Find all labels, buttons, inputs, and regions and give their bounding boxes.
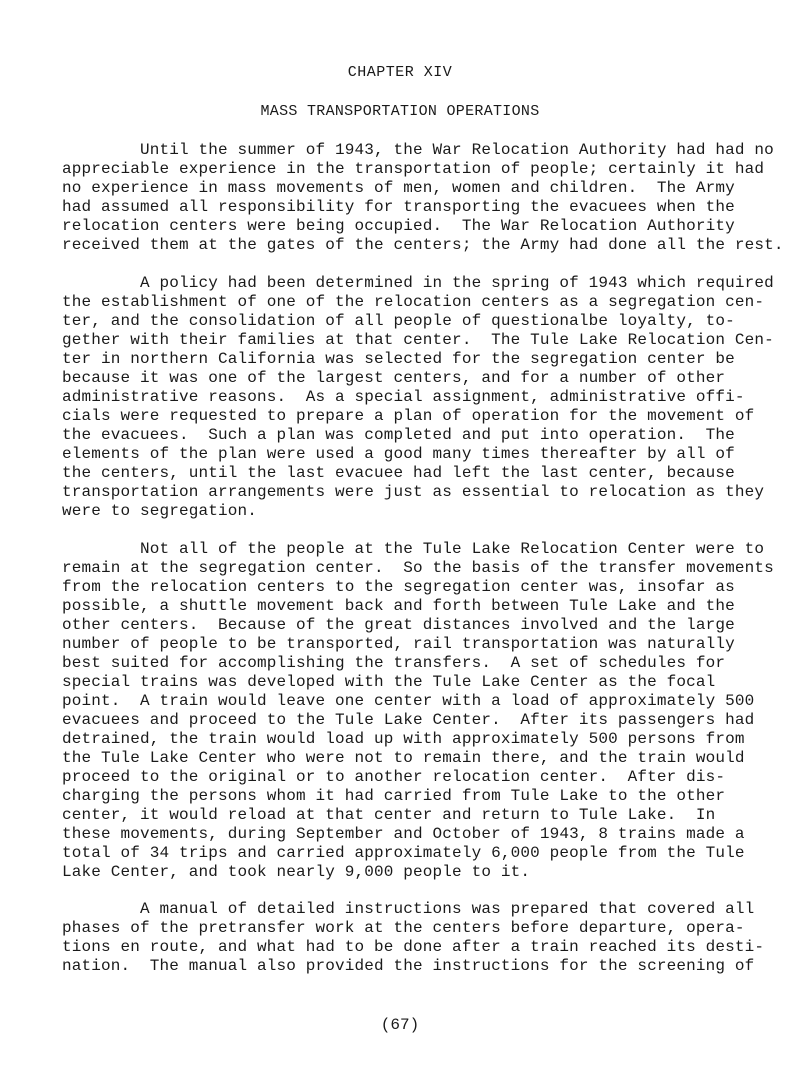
text-line: total of 34 trips and carried approximately 6,000 people from the Tule bbox=[62, 844, 745, 862]
text-line: the centers, until the last evacuee had left the last center, because bbox=[62, 464, 735, 482]
text-line: Lake Center, and took nearly 9,000 people to it. bbox=[62, 863, 531, 881]
text-line: point. A train would leave one center with a load of approximately 500 bbox=[62, 692, 755, 710]
text-line: nation. The manual also provided the instructions for the screening of bbox=[62, 957, 755, 975]
text-line: Not all of the people at the Tule Lake Relocation Center were to bbox=[62, 540, 765, 558]
text-line: phases of the pretransfer work at the centers before departure, opera- bbox=[62, 919, 745, 937]
text-line: cials were requested to prepare a plan of operation for the movement of bbox=[62, 407, 755, 425]
text-line: transportation arrangements were just as essential to relocation as they bbox=[62, 483, 765, 501]
paragraph-1 bbox=[62, 141, 784, 255]
text-line: gether with their families at that center. The Tule Lake Relocation Cen- bbox=[62, 331, 774, 349]
chapter-heading: CHAPTER XIV bbox=[347, 64, 453, 81]
text-line: best suited for accomplishing the transfers. A set of schedules for bbox=[62, 654, 726, 672]
text-line: center, it would reload at that center and return to Tule Lake. In bbox=[62, 806, 716, 824]
text-line: A manual of detailed instructions was prepared that covered all bbox=[62, 900, 755, 918]
text-line: administrative reasons. As a special assignment, administrative offi- bbox=[62, 388, 745, 406]
text-line: evacuees and proceed to the Tule Lake Center. After its passengers had bbox=[62, 711, 755, 729]
text-line: received them at the gates of the centers; the Army had done all the rest. bbox=[62, 236, 784, 254]
text-line: elements of the plan were used a good many times thereafter by all of bbox=[62, 445, 735, 463]
text-line: the evacuees. Such a plan was completed and put into operation. The bbox=[62, 426, 735, 444]
text-line: possible, a shuttle movement back and forth between Tule Lake and the bbox=[62, 597, 735, 615]
paragraph-3 bbox=[62, 540, 772, 882]
paragraph-2 bbox=[62, 274, 772, 521]
text-line: no experience in mass movements of men, women and children. The Army bbox=[62, 179, 735, 197]
text-line: proceed to the original or to another relocation center. After dis- bbox=[62, 768, 726, 786]
text-line: number of people to be transported, rail transportation was naturally bbox=[62, 635, 735, 653]
text-line: Until the summer of 1943, the War Relocation Authority had had no bbox=[62, 141, 774, 159]
chapter-title: MASS TRANSPORTATION OPERATIONS bbox=[260, 103, 540, 120]
text-line: had assumed all responsibility for transporting the evacuees when the bbox=[62, 198, 735, 216]
text-line: detrained, the train would load up with approximately 500 persons from bbox=[62, 730, 745, 748]
text-line: were to segregation. bbox=[62, 502, 258, 520]
paragraph-4 bbox=[62, 900, 772, 976]
text-line: appreciable experience in the transportation of people; certainly it had bbox=[62, 160, 765, 178]
text-line: the establishment of one of the relocation centers as a segregation cen- bbox=[62, 293, 765, 311]
text-line: A policy had been determined in the spring of 1943 which required bbox=[62, 274, 774, 292]
text-line: because it was one of the largest centers, and for a number of other bbox=[62, 369, 726, 387]
text-line: remain at the segregation center. So the basis of the transfer movements bbox=[62, 559, 774, 577]
text-line: other centers. Because of the great distances involved and the large bbox=[62, 616, 735, 634]
text-line: these movements, during September and October of 1943, 8 trains made a bbox=[62, 825, 745, 843]
text-line: ter, and the consolidation of all people of questionalbe loyalty, to- bbox=[62, 312, 735, 330]
page-number: (67) bbox=[380, 1016, 420, 1034]
text-line: ter in northern California was selected for the segregation center be bbox=[62, 350, 735, 368]
text-line: tions en route, and what had to be done after a train reached its desti- bbox=[62, 938, 765, 956]
text-line: the Tule Lake Center who were not to remain there, and the train would bbox=[62, 749, 745, 767]
text-line: special trains was developed with the Tule Lake Center as the focal bbox=[62, 673, 716, 691]
text-line: from the relocation centers to the segregation center was, insofar as bbox=[62, 578, 735, 596]
text-line: relocation centers were being occupied. The War Relocation Authority bbox=[62, 217, 735, 235]
text-line: charging the persons whom it had carried from Tule Lake to the other bbox=[62, 787, 726, 805]
